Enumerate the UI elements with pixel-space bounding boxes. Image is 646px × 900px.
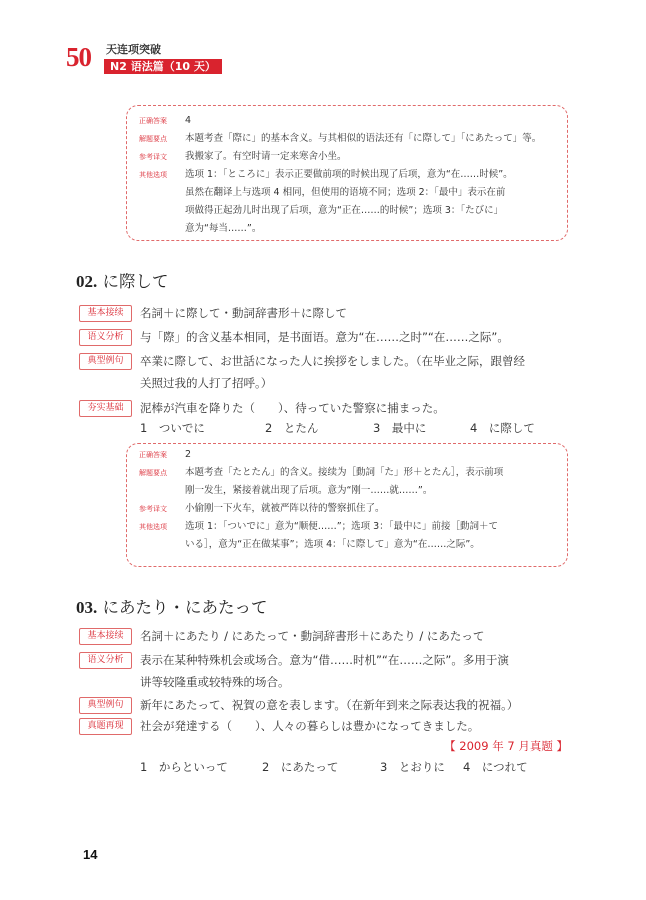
answer-box-1 bbox=[126, 105, 568, 241]
tag-semantic-analysis: 语义分析 bbox=[79, 652, 132, 669]
tag-past-exam: 真题再现 bbox=[79, 718, 132, 735]
answer-label: 解题要点 bbox=[139, 135, 167, 143]
tag-basic-connection: 基本接续 bbox=[79, 628, 132, 645]
content-line: 讲等较隆重或较特殊的场合。 bbox=[140, 675, 290, 689]
answer-text: 项做得正起劲儿时出现了后项，意为“正在……的时候”；选项 3：「たびに」 bbox=[185, 205, 504, 216]
content-line: 卒業に際して、お世話になった人に挨拶をしました。（在毕业之际，跟曾经 bbox=[140, 354, 526, 368]
tag-example-sentence: 典型例句 bbox=[79, 697, 132, 714]
answer-text: 本题考查「たとたん」的含义。接续为［動詞「た」形＋とたん］，表示前项 bbox=[185, 467, 504, 478]
header-badge-number: 50 bbox=[66, 42, 91, 72]
answer-box-2 bbox=[126, 443, 568, 567]
section-heading-02 bbox=[76, 268, 169, 292]
content-line: 表示在某种特殊机会或场合。意为“借……时机”“在……之际”。多用于演 bbox=[140, 653, 509, 667]
header-series-title: 天连项突破 bbox=[106, 43, 161, 56]
option-4: 4 に際して bbox=[470, 421, 535, 435]
answer-text: 刚一发生，紧接着就出现了后项。意为“刚一……就……”。 bbox=[185, 485, 433, 496]
content-line: 新年にあたって、祝賀の意を表します。（在新年到来之际表达我的祝福。） bbox=[140, 698, 519, 712]
section-number: 02. bbox=[76, 272, 98, 291]
section-heading-03 bbox=[76, 594, 268, 618]
answer-label: 其他选项 bbox=[139, 523, 167, 531]
option-2: 2 にあたって bbox=[262, 760, 339, 774]
content-line: 名詞＋にあたり / にあたって・動詞辞書形＋にあたり / にあたって bbox=[140, 629, 485, 643]
content-line: 关照过我的人打了招呼。） bbox=[140, 376, 273, 390]
answer-text: 4 bbox=[185, 115, 192, 126]
option-3: 3 最中に bbox=[373, 421, 427, 435]
answer-label: 正确答案 bbox=[139, 117, 167, 125]
header-volume-label: N2 语法篇（10 天） bbox=[104, 59, 222, 74]
option-1: 1 からといって bbox=[140, 760, 228, 774]
exam-source: 【 2009 年 7 月真题 】 bbox=[444, 739, 568, 753]
option-2: 2 とたん bbox=[265, 421, 319, 435]
content-line: 泥棒が汽車を降りた（ ）、待っていた警察に捕まった。 bbox=[140, 401, 445, 415]
answer-text: 2 bbox=[185, 449, 192, 460]
tag-example-sentence: 典型例句 bbox=[79, 353, 132, 370]
answer-text: 选项 1：「ついでに」意为“顺便……”；选项 3：「最中に」前接［動詞＋て bbox=[185, 521, 498, 532]
answer-text: 我搬家了。有空时请一定来寒舍小坐。 bbox=[185, 151, 347, 162]
answer-text: 小偷刚一下火车，就被严阵以待的警察抓住了。 bbox=[185, 503, 385, 514]
content-line: 名詞＋に際して・動詞辞書形＋に際して bbox=[140, 306, 347, 320]
section-number: 03. bbox=[76, 598, 98, 617]
tag-semantic-analysis: 语义分析 bbox=[79, 329, 132, 346]
answer-text: 选项 1：「ところに」表示正要做前项的时候出现了后项，意为“在……时候”。 bbox=[185, 169, 513, 180]
content-line: 社会が発達する（ ）、人々の暮らしは豊かになってきました。 bbox=[140, 719, 480, 733]
answer-label: 正确答案 bbox=[139, 451, 167, 459]
answer-text: 意为“每当……”。 bbox=[185, 223, 262, 234]
answer-label: 参考译文 bbox=[139, 505, 167, 513]
tag-basic-connection: 基本接续 bbox=[79, 305, 132, 322]
tag-practice: 夯实基础 bbox=[79, 400, 132, 417]
page-number: 14 bbox=[83, 847, 98, 862]
answer-text: 本题考查「際に」的基本含义。与其相似的语法还有「に際して」「にあたって」等。 bbox=[185, 133, 542, 144]
section-title: に際して bbox=[102, 272, 169, 291]
content-line: 与「際」的含义基本相同，是书面语。意为“在……之时”“在……之际”。 bbox=[140, 330, 509, 344]
answer-label: 参考译文 bbox=[139, 153, 167, 161]
answer-text: いる］，意为“正在做某事”；选项 4：「に際して」意为“在……之际”。 bbox=[185, 539, 480, 550]
section-title: にあたり・にあたって bbox=[102, 598, 268, 617]
option-1: 1 ついでに bbox=[140, 421, 205, 435]
option-3: 3 とおりに bbox=[380, 760, 445, 774]
answer-text: 虽然在翻译上与选项 4 相同，但使用的语境不同；选项 2：「最中」表示在前 bbox=[185, 187, 506, 198]
answer-label: 其他选项 bbox=[139, 171, 167, 179]
option-4: 4 につれて bbox=[463, 760, 528, 774]
answer-label: 解题要点 bbox=[139, 469, 167, 477]
